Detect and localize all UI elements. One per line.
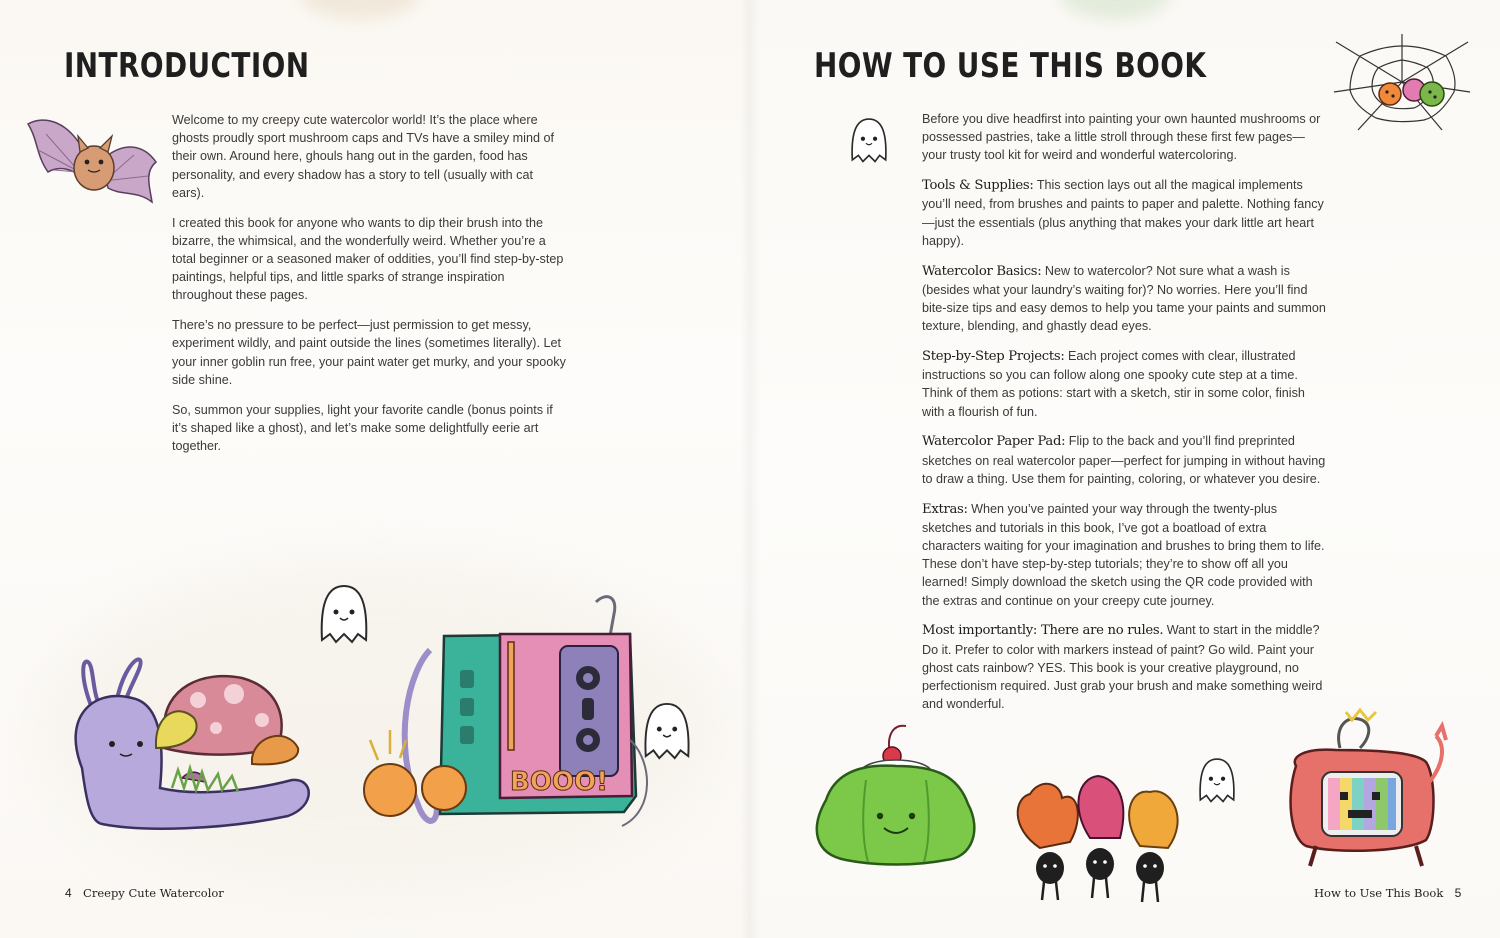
section-step-by-step (922, 347, 1327, 421)
section-extras (922, 500, 1327, 610)
section-term: Tools & Supplies: (922, 178, 1034, 194)
page-number: 4 (65, 886, 72, 900)
intro-paragraph: Welcome to my creepy cute watercolor world! It’s the place where ghosts proudly sport mushroom caps and TVs have a smiley mind of their own. Around here, ghouls hang out in the garden, food has personality, and every shadow has a story to tell (usually with cat ears). (172, 113, 554, 200)
intro-paragraph: So, summon your supplies, light your favorite candle (bonus points if it’s shaped like a ghost), and let’s make some delightfully eerie art together. (172, 402, 553, 454)
section-text: Each project comes with clear, illustrated instructions so you can follow along one spooky cute step at a time. Think of them as potions: start with a sketch, stir in some color, finish with a flourish of fun. (922, 349, 1305, 419)
tv-illustration (1276, 706, 1456, 876)
section-term: Most importantly: There are no rules. (922, 623, 1164, 639)
introduction-text (172, 111, 567, 467)
page-title-how-to-use: HOW TO USE THIS BOOK (814, 46, 1207, 86)
right-folio (1314, 886, 1469, 900)
page-gutter (740, 0, 760, 938)
how-to-use-intro: Before you dive headfirst into painting your own haunted mushrooms or possessed pastries, take a little stroll through these first few pages—your trusty tool kit for weird and wonderful watercoloring. (922, 112, 1321, 163)
section-text: Flip to the back and you’ll find preprinted sketches on real watercolor paper—perfect for jumping in without having to draw a thing. Use them for painting, coloring, or whatever you desire. (922, 434, 1326, 486)
leaf-creatures-illustration (1000, 768, 1200, 908)
left-folio (57, 886, 224, 900)
section-paper-pad (922, 432, 1327, 488)
section-term: Step-by-Step Projects: (922, 349, 1065, 365)
section-text: New to watercolor? Not sure what a wash is (besides what your laundry’s waiting for)? No worries. Here you’ll find bite-size tips and easy demos to help you tame your paints and summon texture, blending, and ghastly dead eyes. (922, 263, 1326, 334)
page-title-introduction: INTRODUCTION (64, 46, 310, 86)
section-watercolor-basics (922, 262, 1327, 336)
ghost-illustration (1194, 756, 1240, 806)
snail-mushroom-illustration (52, 648, 322, 848)
section-text: This section lays out all the magical implements you’ll need, from brushes and paints to paper and palette. Nothing fancy—just the essentials (plus anything that makes your dark little art heart happy). (922, 178, 1324, 248)
section-tools-supplies (922, 176, 1327, 250)
running-title: Creepy Cute Watercolor (83, 886, 224, 900)
jello-illustration (796, 720, 996, 870)
ghost-illustration (638, 700, 696, 764)
section-text: When you’ve painted your way through the twenty-plus sketches and tutorials in this book, I’ve got a boatload of extra characters waiting for your imagination and brushes to bring them to life. These don’t have step-by-step tutorials; they’re to show off all you learned! Simply download the sketch using the QR code provided with the extras and continue on your creepy cute journey. (922, 501, 1325, 608)
how-to-use-text (922, 110, 1327, 725)
spiderweb-buttons-illustration (1332, 32, 1472, 132)
section-term: Extras: (922, 501, 968, 517)
ghost-illustration (846, 116, 892, 166)
section-term: Watercolor Basics: (922, 263, 1042, 279)
page-number: 5 (1454, 886, 1462, 900)
intro-paragraph: I created this book for anyone who wants to dip their brush into the bizarre, the whimsical, and the wonderfully weird. Whether you’re a total beginner or a seasoned maker of oddities, you’ll find step-by-step paintings, helpful tips, and little sparks of strange inspiration throughout these pages. (172, 215, 564, 303)
section-no-rules (922, 621, 1327, 713)
bat-illustration (24, 110, 164, 210)
section-text: Want to start in the middle? Do it. Prefer to color with markers instead of paint? Go wild. Paint your ghost cats rainbow? YES. This book is your creative playground, no perfectionism required. Just grab your brush and make something weird and wonderful. (922, 623, 1323, 712)
cassette-label: BOOO! (510, 767, 608, 797)
section-term: Watercolor Paper Pad: (922, 434, 1066, 450)
cassette-player-illustration (360, 590, 660, 840)
intro-paragraph: There’s no pressure to be perfect—just permission to get messy, experiment wildly, and paint outside the lines (sometimes literally). Let your inner goblin run free, your paint water get murky, and your spooky side shine. (172, 318, 566, 387)
running-title: How to Use This Book (1314, 886, 1444, 900)
